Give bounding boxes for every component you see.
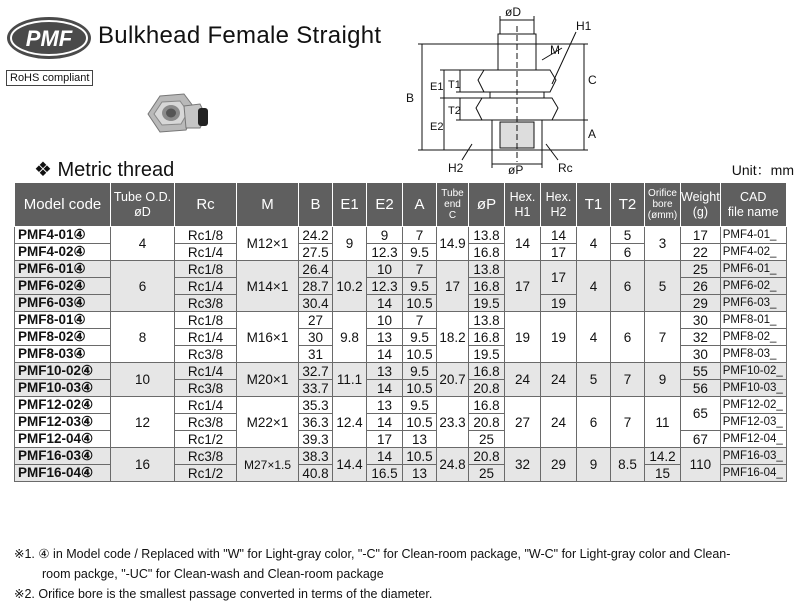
spec-table — [14, 182, 787, 482]
cell-cad: PMF8-02_ — [720, 329, 786, 346]
cell-rc: Rc1/2 — [175, 431, 237, 448]
cell-a: 7 — [403, 261, 437, 278]
col-header-text: CAD file name — [727, 189, 779, 219]
col-header: Rc — [175, 183, 237, 227]
cell-a: 7 — [403, 227, 437, 244]
cell-h2: 19 — [541, 295, 577, 312]
cell-model: PMF16-04④ — [15, 465, 111, 482]
cell-e2: 9 — [367, 227, 403, 244]
cell-h1: 24 — [505, 363, 541, 397]
cell-p: 16.8 — [469, 363, 505, 380]
cell-b: 36.3 — [299, 414, 333, 431]
col-header — [437, 183, 469, 227]
cell-p: 13.8 — [469, 312, 505, 329]
cell-p: 13.8 — [469, 261, 505, 278]
label-t2: T2 — [448, 105, 461, 117]
cell-cad: PMF6-03_ — [720, 295, 786, 312]
footnote-1-cont: room packge, "-UC" for Clean-wash and Clean-room package — [42, 567, 384, 581]
cell-t2: 6 — [611, 244, 645, 261]
cell-e2: 13 — [367, 363, 403, 380]
cell-e2: 10 — [367, 261, 403, 278]
cell-a: 10.5 — [403, 295, 437, 312]
cell-cad: PMF6-02_ — [720, 278, 786, 295]
label-b: B — [406, 91, 415, 105]
cell-c: 23.3 — [437, 397, 469, 448]
cell-b: 30.4 — [299, 295, 333, 312]
cell-orifice: 7 — [645, 312, 681, 363]
cell-weight: 55 — [681, 363, 721, 380]
cell-m: M16×1 — [237, 312, 299, 363]
label-rc: Rc — [558, 161, 573, 175]
cell-model: PMF6-03④ — [15, 295, 111, 312]
header-row — [15, 183, 787, 227]
cell-b: 24.2 — [299, 227, 333, 244]
cell-e2: 12.3 — [367, 244, 403, 261]
cell-cad: PMF10-03_ — [720, 380, 786, 397]
cell-weight: 17 — [681, 227, 721, 244]
cell-p: 16.8 — [469, 278, 505, 295]
cell-b: 39.3 — [299, 431, 333, 448]
cell-t1: 5 — [577, 363, 611, 397]
cell-model: PMF4-01④ — [15, 227, 111, 244]
cell-h1: 32 — [505, 448, 541, 482]
cell-weight: 30 — [681, 346, 721, 363]
cell-p: 19.5 — [469, 295, 505, 312]
cell-weight: 56 — [681, 380, 721, 397]
footnote-2: ※2. Orifice bore is the smallest passage converted in terms of the diameter. — [14, 587, 433, 601]
cell-t1: 4 — [577, 261, 611, 312]
cell-cad: PMF8-01_ — [720, 312, 786, 329]
label-t1: T1 — [448, 79, 461, 91]
cell-orifice: 5 — [645, 261, 681, 312]
cell-p: 19.5 — [469, 346, 505, 363]
footnotes — [14, 544, 794, 604]
cell-cad: PMF12-03_ — [720, 414, 786, 431]
cell-c: 14.9 — [437, 227, 469, 261]
cell-t2: 6 — [611, 261, 645, 312]
table-row — [15, 227, 787, 244]
col-header — [720, 183, 786, 227]
table-row — [15, 397, 787, 414]
col-header: Model code — [15, 183, 111, 227]
cell-c: 17 — [437, 261, 469, 312]
cell-rc: Rc3/8 — [175, 448, 237, 465]
cell-e1: 9 — [333, 227, 367, 261]
logo-text: PMF — [25, 26, 73, 51]
dimension-diagram — [392, 4, 604, 176]
cell-e1: 11.1 — [333, 363, 367, 397]
cell-p: 20.8 — [469, 380, 505, 397]
cell-rc: Rc1/4 — [175, 278, 237, 295]
cell-a: 7 — [403, 312, 437, 329]
cell-t2: 8.5 — [611, 448, 645, 482]
cell-model: PMF12-03④ — [15, 414, 111, 431]
label-h2: H2 — [448, 161, 464, 175]
cell-model: PMF10-02④ — [15, 363, 111, 380]
cell-cad: PMF16-03_ — [720, 448, 786, 465]
cell-h2: 17 — [541, 261, 577, 295]
cell-rc: Rc1/4 — [175, 397, 237, 414]
col-header — [111, 183, 175, 227]
cell-cad: PMF12-04_ — [720, 431, 786, 448]
cell-tube-od: 4 — [111, 227, 175, 261]
unit-label: Unit：mm — [731, 162, 794, 178]
product-image — [140, 84, 210, 150]
cell-model: PMF6-01④ — [15, 261, 111, 278]
cell-m: M22×1 — [237, 397, 299, 448]
cell-p: 20.8 — [469, 414, 505, 431]
cell-model: PMF12-02④ — [15, 397, 111, 414]
cell-a: 10.5 — [403, 414, 437, 431]
cell-p: 16.8 — [469, 244, 505, 261]
cell-h1: 14 — [505, 227, 541, 261]
cell-b: 38.3 — [299, 448, 333, 465]
cell-c: 20.7 — [437, 363, 469, 397]
cell-weight: 29 — [681, 295, 721, 312]
cell-cad: PMF12-02_ — [720, 397, 786, 414]
cell-h1: 27 — [505, 397, 541, 448]
col-header — [645, 183, 681, 227]
table-row — [15, 363, 787, 380]
cell-rc: Rc1/4 — [175, 244, 237, 261]
cell-rc: Rc3/8 — [175, 346, 237, 363]
cell-e1: 9.8 — [333, 312, 367, 363]
cell-e2: 14 — [367, 295, 403, 312]
cell-model: PMF12-04④ — [15, 431, 111, 448]
cell-weight: 67 — [681, 431, 721, 448]
cell-rc: Rc3/8 — [175, 295, 237, 312]
col-header-text: Hex. H1 — [509, 189, 536, 219]
col-header: T2 — [611, 183, 645, 227]
cell-e2: 10 — [367, 312, 403, 329]
cell-h2: 14 — [541, 227, 577, 244]
col-header — [541, 183, 577, 227]
cell-b: 26.4 — [299, 261, 333, 278]
cell-c: 24.8 — [437, 448, 469, 482]
cell-a: 10.5 — [403, 380, 437, 397]
col-header-text: Tube end C — [441, 188, 464, 221]
cell-h1: 19 — [505, 312, 541, 363]
cell-a: 9.5 — [403, 363, 437, 380]
cell-t2: 6 — [611, 312, 645, 363]
cell-b: 27.5 — [299, 244, 333, 261]
cell-t2: 7 — [611, 397, 645, 448]
cell-orifice: 3 — [645, 227, 681, 261]
cell-cad: PMF4-02_ — [720, 244, 786, 261]
cell-p: 16.8 — [469, 329, 505, 346]
cell-tube-od: 6 — [111, 261, 175, 312]
cell-b: 40.8 — [299, 465, 333, 482]
cell-rc: Rc1/8 — [175, 227, 237, 244]
cell-e2: 14 — [367, 448, 403, 465]
cell-cad: PMF10-02_ — [720, 363, 786, 380]
cell-weight: 110 — [681, 448, 721, 482]
cell-model: PMF8-02④ — [15, 329, 111, 346]
cell-m: M20×1 — [237, 363, 299, 397]
cell-a: 9.5 — [403, 329, 437, 346]
col-header-text: Orifice bore (ømm) — [647, 188, 678, 221]
cell-rc: Rc3/8 — [175, 414, 237, 431]
cell-a: 13 — [403, 431, 437, 448]
cell-h2: 17 — [541, 244, 577, 261]
cell-h1: 17 — [505, 261, 541, 312]
col-header: E2 — [367, 183, 403, 227]
cell-t2: 5 — [611, 227, 645, 244]
table-row — [15, 312, 787, 329]
cell-e2: 14 — [367, 380, 403, 397]
cell-e1: 10.2 — [333, 261, 367, 312]
cell-tube-od: 16 — [111, 448, 175, 482]
cell-b: 31 — [299, 346, 333, 363]
cell-e2: 14 — [367, 346, 403, 363]
cell-model: PMF10-03④ — [15, 380, 111, 397]
cell-cad: PMF8-03_ — [720, 346, 786, 363]
cell-rc: Rc1/8 — [175, 312, 237, 329]
cell-p: 16.8 — [469, 397, 505, 414]
cell-t1: 9 — [577, 448, 611, 482]
cell-b: 33.7 — [299, 380, 333, 397]
col-header: A — [403, 183, 437, 227]
cell-p: 20.8 — [469, 448, 505, 465]
cell-b: 35.3 — [299, 397, 333, 414]
cell-rc: Rc1/4 — [175, 363, 237, 380]
cell-model: PMF8-01④ — [15, 312, 111, 329]
cell-a: 9.5 — [403, 278, 437, 295]
label-a: A — [588, 127, 597, 141]
cell-m: M12×1 — [237, 227, 299, 261]
cell-h2: 24 — [541, 363, 577, 397]
cell-e2: 13 — [367, 329, 403, 346]
page-title: Bulkhead Female Straight — [98, 22, 382, 49]
cell-a: 10.5 — [403, 346, 437, 363]
cell-e1: 12.4 — [333, 397, 367, 448]
cell-rc: Rc1/8 — [175, 261, 237, 278]
col-header: E1 — [333, 183, 367, 227]
cell-e2: 13 — [367, 397, 403, 414]
cell-p: 25 — [469, 431, 505, 448]
cell-m: M27×1.5 — [237, 448, 299, 482]
footnote-1: ※1. ④ in Model code / Replaced with "W" for Light-gray color, "-C" for Clean-room package, "W-C" for Light-gray color and Clean- — [14, 547, 731, 561]
cell-orifice: 11 — [645, 397, 681, 448]
cell-weight: 65 — [681, 397, 721, 431]
cell-weight: 26 — [681, 278, 721, 295]
cell-a: 13 — [403, 465, 437, 482]
label-od: øD — [505, 5, 521, 19]
cell-c: 18.2 — [437, 312, 469, 363]
col-header-text: Tube O.D. øD — [113, 189, 172, 219]
cell-weight: 30 — [681, 312, 721, 329]
cell-rc: Rc1/4 — [175, 329, 237, 346]
cell-t2: 7 — [611, 363, 645, 397]
cell-rc: Rc1/2 — [175, 465, 237, 482]
cell-t1: 4 — [577, 227, 611, 261]
cell-h2: 19 — [541, 312, 577, 363]
cell-b: 30 — [299, 329, 333, 346]
cell-weight: 22 — [681, 244, 721, 261]
cell-b: 32.7 — [299, 363, 333, 380]
cell-h2: 24 — [541, 397, 577, 448]
cell-b: 27 — [299, 312, 333, 329]
cell-e2: 17 — [367, 431, 403, 448]
col-header: B — [299, 183, 333, 227]
cell-model: PMF8-03④ — [15, 346, 111, 363]
col-header — [681, 183, 721, 227]
cell-cad: PMF4-01_ — [720, 227, 786, 244]
cell-model: PMF6-02④ — [15, 278, 111, 295]
cell-orifice: 15 — [645, 465, 681, 482]
cell-tube-od: 12 — [111, 397, 175, 448]
cell-e2: 16.5 — [367, 465, 403, 482]
cell-e2: 12.3 — [367, 278, 403, 295]
cell-tube-od: 10 — [111, 363, 175, 397]
rohs-badge: RoHS compliant — [6, 70, 93, 86]
label-op: øP — [508, 163, 524, 176]
col-header: T1 — [577, 183, 611, 227]
label-m: M — [550, 43, 560, 57]
col-header-text: Hex. H2 — [545, 189, 572, 219]
cell-a: 9.5 — [403, 397, 437, 414]
cell-e2: 14 — [367, 414, 403, 431]
cell-t1: 4 — [577, 312, 611, 363]
cell-model: PMF4-02④ — [15, 244, 111, 261]
col-header — [505, 183, 541, 227]
cell-p: 13.8 — [469, 227, 505, 244]
cell-model: PMF16-03④ — [15, 448, 111, 465]
section-heading: ❖ Metric thread — [34, 159, 175, 181]
label-c: C — [588, 73, 597, 87]
col-header: øP — [469, 183, 505, 227]
label-e2: E2 — [430, 121, 444, 133]
col-header-text: Weight (g) — [681, 189, 720, 219]
cell-cad: PMF6-01_ — [720, 261, 786, 278]
cell-a: 9.5 — [403, 244, 437, 261]
cell-m: M14×1 — [237, 261, 299, 312]
table-row — [15, 448, 787, 465]
cell-e1: 14.4 — [333, 448, 367, 482]
cell-b: 28.7 — [299, 278, 333, 295]
cell-orifice: 14.2 — [645, 448, 681, 465]
cell-tube-od: 8 — [111, 312, 175, 363]
cell-t1: 6 — [577, 397, 611, 448]
cell-weight: 25 — [681, 261, 721, 278]
cell-a: 10.5 — [403, 448, 437, 465]
table-row — [15, 261, 787, 278]
cell-rc: Rc3/8 — [175, 380, 237, 397]
cell-h2: 29 — [541, 448, 577, 482]
cell-weight: 32 — [681, 329, 721, 346]
col-header: M — [237, 183, 299, 227]
cell-p: 25 — [469, 465, 505, 482]
cell-cad: PMF16-04_ — [720, 465, 786, 482]
pmf-logo — [6, 16, 92, 60]
label-e1: E1 — [430, 81, 444, 93]
label-h1: H1 — [576, 19, 592, 33]
cell-orifice: 9 — [645, 363, 681, 397]
